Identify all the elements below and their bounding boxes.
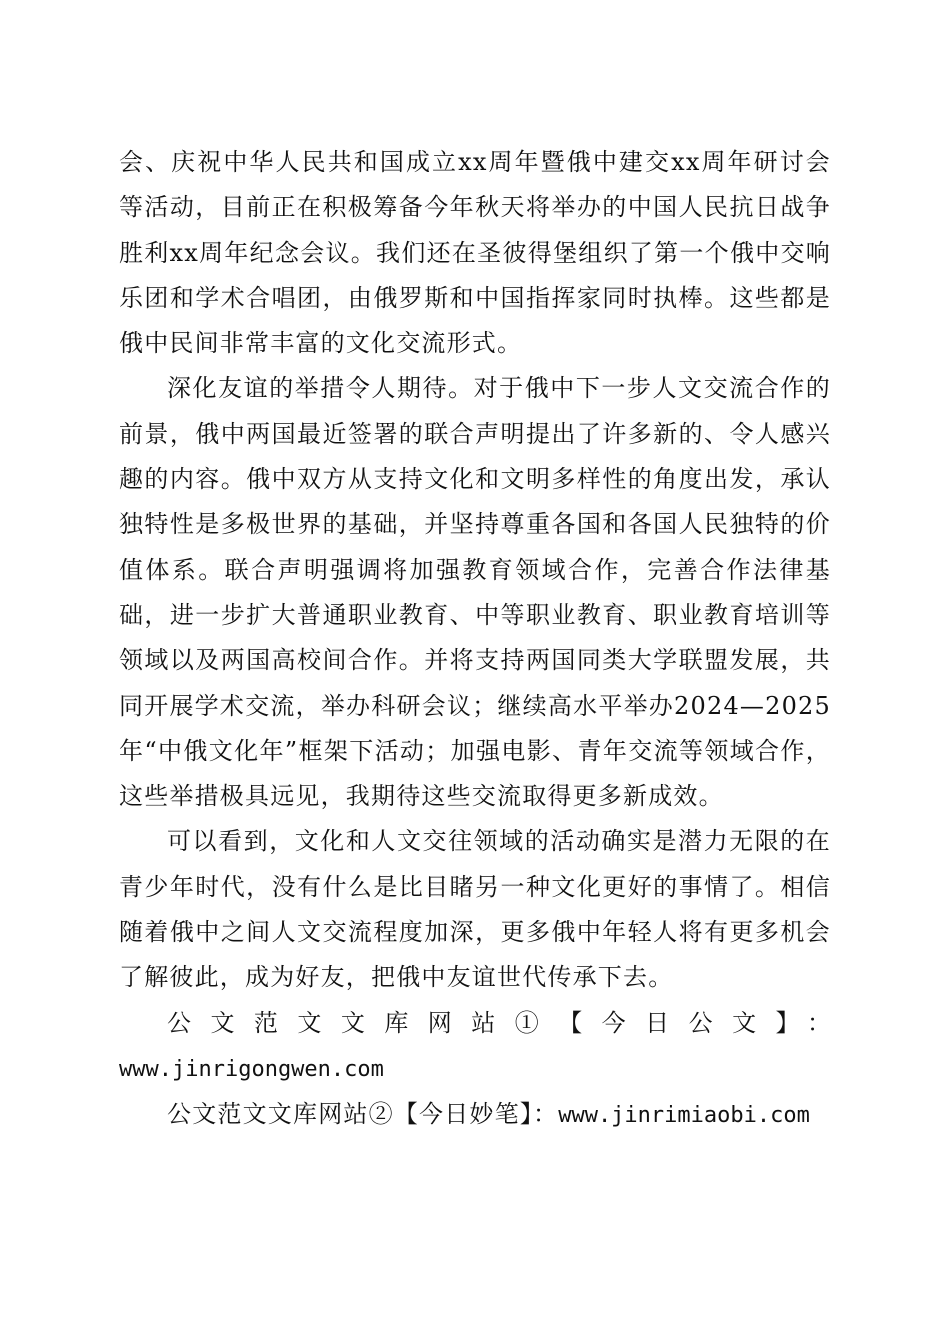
website-line-1 bbox=[119, 1001, 831, 1046]
website-label-2: 公文范文文库网站②【今日妙笔】： bbox=[167, 1100, 559, 1129]
document-page bbox=[119, 140, 831, 1139]
website-url-2[interactable]: www.jinrimiaobi.com bbox=[558, 1103, 810, 1129]
paragraph-1: 会、庆祝中华人民共和国成立xx周年暨俄中建交xx周年研讨会等活动，目前正在积极筹备今年秋天将举办的中国人民抗日战争胜利xx周年纪念会议。我们还在圣彼得堡组织了第一个俄中交响乐团和学术合唱团，由俄罗斯和中国指挥家同时执棒。这些都是俄中民间非常丰富的文化交流形式。 bbox=[119, 148, 831, 358]
website-url-1[interactable]: www.jinrigongwen.com bbox=[119, 1056, 384, 1082]
paragraph-2: 深化友谊的举措令人期待。对于俄中下一步人文交流合作的前景，俄中两国最近签署的联合声明提出了许多新的、令人感兴趣的内容。俄中双方从支持文化和文明多样性的角度出发，承认独特性是多极世界的基础，并坚持尊重各国和各国人民独特的价值体系。联合声明强调将加强教育领域合作，完善合作法律基础，进一步扩大普通职业教育、中等职业教育、职业教育培训等领域以及两国高校间合作。并将支持两国同类大学联盟发展，共同开展学术交流，举办科研会议；继续高水平举办2024—2025年“中俄文化年”框架下活动；加强电影、青年交流等领域合作，这些举措极具远见，我期待这些交流取得更多新成效。 bbox=[119, 374, 831, 811]
website-label-1: 公文范文文库网站①【今日公文】： bbox=[167, 1008, 831, 1037]
website-url-line-1 bbox=[119, 1046, 831, 1092]
paragraph-3: 可以看到，文化和人文交往领域的活动确实是潜力无限的在青少年时代，没有什么是比目睹另一种文化更好的事情了。相信随着俄中之间人文交流程度加深，更多俄中年轻人将有更多机会了解彼此，成为好友，把俄中友谊世代传承下去。 bbox=[119, 827, 831, 992]
website-line-2 bbox=[119, 1092, 831, 1138]
